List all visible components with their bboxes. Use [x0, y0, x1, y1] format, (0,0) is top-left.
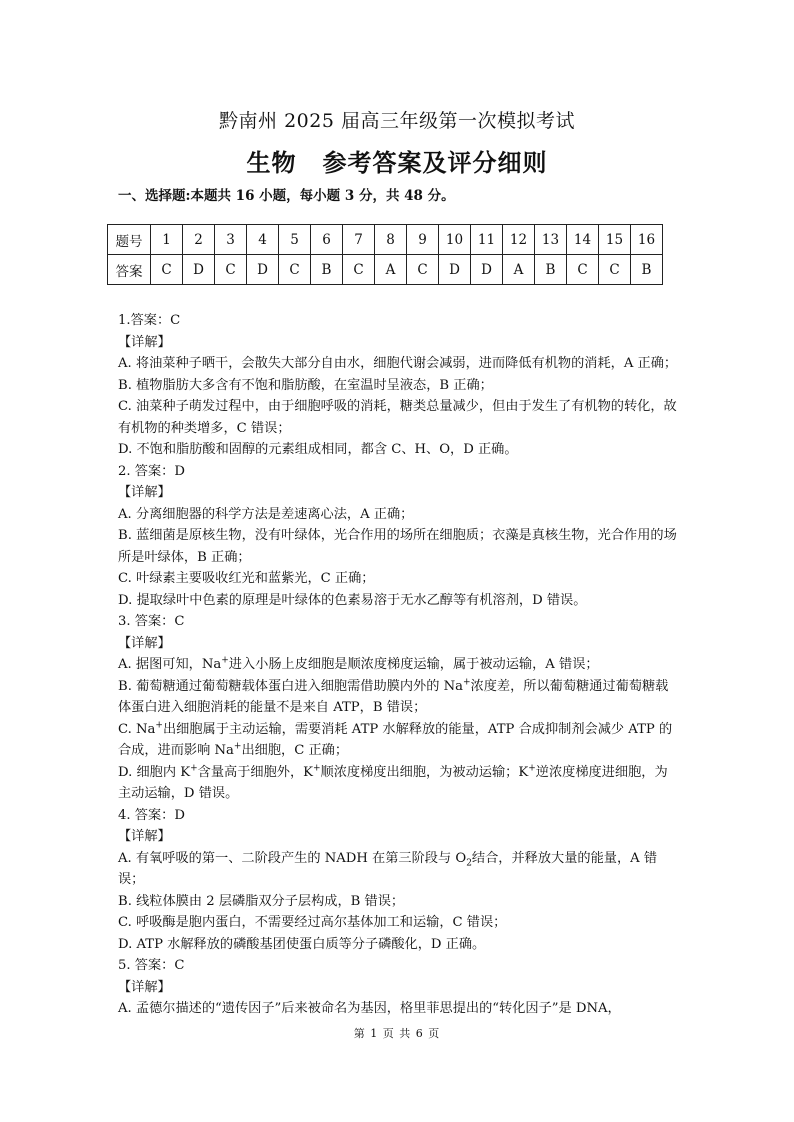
row-label: 题号 [108, 225, 151, 255]
answer-cell: C [151, 255, 183, 285]
answer-table [107, 224, 663, 285]
option-explanation: A. 将油菜种子晒干，会散失大部分自由水，细胞代谢会减弱，进而降低有机物的消耗，A 正确； [118, 356, 678, 371]
answer-cell: D [439, 255, 471, 285]
question-number-cell: 9 [407, 225, 439, 255]
answer-line: 4. 答案：D [118, 807, 185, 823]
detail-heading: 【详解】 [118, 979, 171, 995]
exam-subtitle [0, 143, 794, 178]
detail-heading: 【详解】 [118, 334, 171, 350]
answer-cell: C [343, 255, 375, 285]
answer-line: 5. 答案：C [118, 958, 185, 973]
question-number-cell: 16 [631, 225, 663, 255]
answer-cell: B [631, 255, 663, 285]
option-explanation: C. Na+出细胞属于主动运输，需要消耗 ATP 水解释放的能量，ATP 合成抑制剂会减少 ATP 的合成，进而影响 Na+出细胞，C 正确； [118, 720, 673, 758]
question-number-cell: 3 [215, 225, 247, 255]
question-number-cell: 7 [343, 225, 375, 255]
option-explanation: A. 据图可知，Na+进入小肠上皮细胞是顺浓度梯度运输，属于被动运输，A 错误； [118, 655, 599, 672]
question-number-cell: 2 [183, 225, 215, 255]
option-explanation: B. 植物脂肪大多含有不饱和脂肪酸，在室温时呈液态，B 正确； [118, 377, 493, 393]
question-number-cell: 14 [567, 225, 599, 255]
option-explanation: D. 不饱和脂肪酸和固醇的元素组成相同，都含 C、H、O，D 正确。 [118, 442, 518, 457]
question-number-cell: 1 [151, 225, 183, 255]
option-explanation: C. 油菜种子萌发过程中，由于细胞呼吸的消耗，糖类总量减少，但由于发生了有机物的转化，故有机物的种类增多，C 错误； [118, 399, 677, 436]
option-explanation: D. 细胞内 K+含量高于细胞外，K+顺浓度梯度出细胞，为被动运输；K+逆浓度梯度进细胞，为主动运输，D 错误。 [118, 763, 668, 801]
question-number-cell: 13 [535, 225, 567, 255]
answer-cell: C [215, 255, 247, 285]
answer-cell: D [183, 255, 215, 285]
answer-cell: A [503, 255, 535, 285]
question-number-row [108, 225, 663, 255]
section-heading: 一、选择题:本题共 16 小题，每小题 3 分，共 48 分。 [118, 188, 455, 204]
option-explanation: A. 有氧呼吸的第一、二阶段产生的 NADH 在第三阶段与 $O_2$结合，并释放大量的能量，A 错误； [118, 850, 658, 887]
answer-key-label: 参考答案及评分细则 [322, 148, 548, 177]
answer-cell: D [471, 255, 503, 285]
answer-cell: B [311, 255, 343, 285]
option-explanation: B. 葡萄糖通过葡萄糖载体蛋白进入细胞需借助膜内外的 Na+浓度差，所以葡萄糖通过葡萄糖载体蛋白进入细胞消耗的能量不是来自 ATP，B 错误； [118, 677, 669, 715]
question-number-cell: 5 [279, 225, 311, 255]
answer-cell: C [279, 255, 311, 285]
exam-title: 黔南州 2025 届高三年级第一次模拟考试 [219, 110, 575, 132]
option-explanation: D. 提取绿叶中色素的原理是叶绿体的色素易溶于无水乙醇等有机溶剂，D 错误。 [118, 592, 587, 608]
answer-cell: D [247, 255, 279, 285]
detail-heading: 【详解】 [118, 829, 171, 844]
answer-cell: A [375, 255, 407, 285]
question-number-cell: 6 [311, 225, 343, 255]
question-number-cell: 4 [247, 225, 279, 255]
page-footer: 第 1 页 共 6 页 [353, 1027, 441, 1040]
answer-line: 2. 答案：D [118, 463, 185, 479]
answer-row [108, 255, 663, 285]
question-number-cell: 12 [503, 225, 535, 255]
answer-explanations [118, 310, 680, 1020]
question-number-cell: 8 [375, 225, 407, 255]
row-label: 答案 [108, 255, 151, 285]
detail-heading: 【详解】 [118, 485, 171, 500]
question-number-cell: 10 [439, 225, 471, 255]
question-number-cell: 11 [471, 225, 503, 255]
answer-cell: C [567, 255, 599, 285]
detail-heading: 【详解】 [118, 635, 171, 651]
subject-label: 生物 [246, 148, 297, 177]
option-explanation: A. 分离细胞器的科学方法是差速离心法，A 正确； [118, 506, 414, 522]
answer-cell: C [407, 255, 439, 285]
option-explanation: C. 叶绿素主要吸收红光和蓝紫光，C 正确； [118, 571, 375, 586]
option-explanation: C. 呼吸酶是胞内蛋白，不需要经过高尔基体加工和运输，C 错误； [118, 915, 507, 930]
option-explanation: D. ATP 水解释放的磷酸基团使蛋白质等分子磷酸化，D 正确。 [118, 936, 486, 952]
answer-cell: C [599, 255, 631, 285]
answer-line: 1.答案：C [118, 313, 181, 328]
answer-cell: B [535, 255, 567, 285]
option-explanation: B. 蓝细菌是原核生物，没有叶绿体，光合作用的场所在细胞质；衣藻是真核生物，光合作用的场所是叶绿体，B 正确； [118, 528, 677, 565]
answer-line: 3. 答案：C [118, 614, 185, 629]
question-number-cell: 15 [599, 225, 631, 255]
option-explanation: A. 孟德尔描述的“遗传因子”后来被命名为基因，格里菲思提出的“转化因子”是 DNA， [118, 1001, 621, 1016]
option-explanation: B. 线粒体膜由 2 层磷脂双分子层构成，B 错误； [118, 893, 405, 909]
